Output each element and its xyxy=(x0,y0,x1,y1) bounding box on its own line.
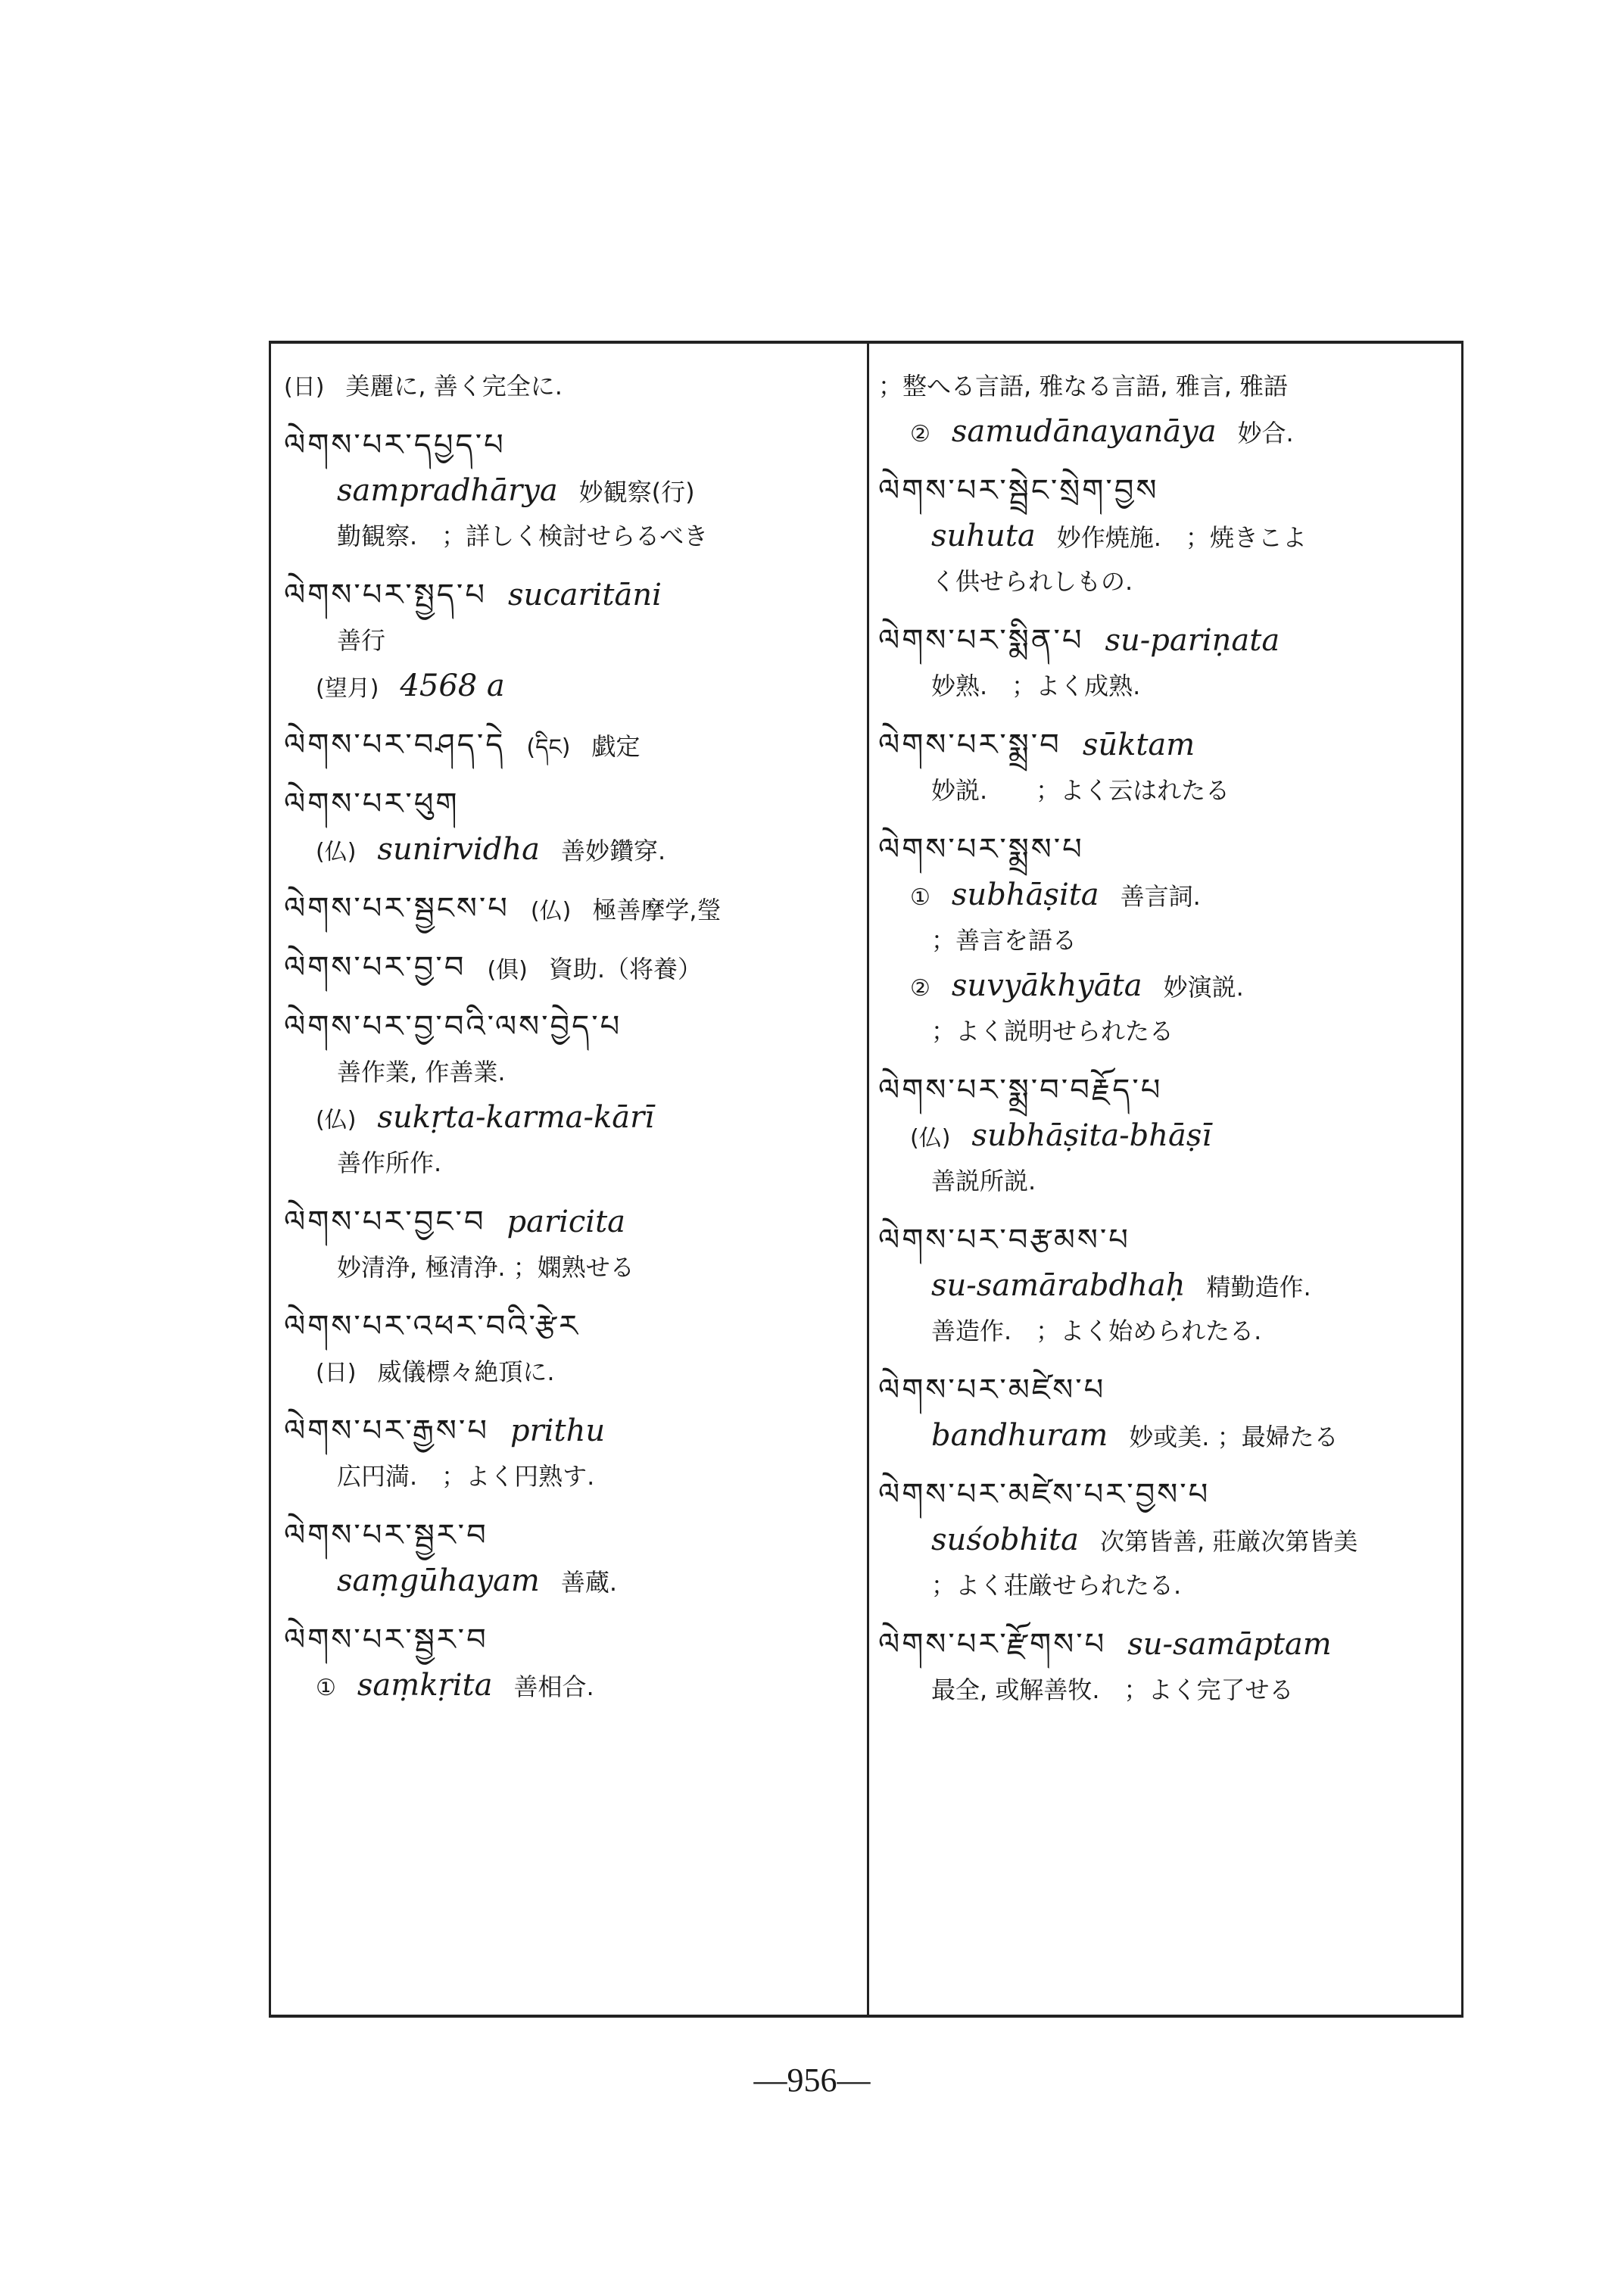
entry-line xyxy=(284,1140,863,1186)
entry-line xyxy=(284,468,863,513)
tibetan-headword: ལེགས་པར་སྤྱད་པ xyxy=(284,578,487,612)
japanese-gloss: 妙或美. ；最婦たる xyxy=(1129,1423,1339,1451)
sanskrit-equivalent: bandhuram xyxy=(931,1418,1108,1453)
source-tag: (仏) xyxy=(530,898,572,924)
tibetan-headword: ལེགས་པར་འཕར་བའི་རྩེར xyxy=(284,1309,581,1344)
tibetan-headword: ལེགས་པར་བརྩམས་པ xyxy=(878,1223,1130,1258)
entry-line xyxy=(878,1217,1457,1263)
page-number: —956— xyxy=(753,2062,871,2099)
entry-line xyxy=(878,1622,1457,1667)
entry-line xyxy=(284,886,863,931)
entry-line xyxy=(878,1158,1457,1204)
entry-line xyxy=(878,722,1457,768)
japanese-gloss: 妙観察(行) xyxy=(578,478,695,506)
japanese-gloss: 次第皆善, 莊厳次第皆美 xyxy=(1099,1527,1358,1556)
entry-line xyxy=(284,1199,863,1245)
tibetan-headword: ལེགས་པར་མཛེས་པར་བྱས་པ xyxy=(878,1477,1211,1512)
source-tag: (仏) xyxy=(316,1107,357,1133)
entry-line xyxy=(284,1408,863,1454)
source-tag: (仏) xyxy=(316,839,357,865)
japanese-gloss: ；整へる言語, 雅なる言語, 雅言, 雅語 xyxy=(878,372,1289,401)
dictionary-entry xyxy=(878,1367,1457,1458)
sanskrit-equivalent: sampradhārya xyxy=(337,473,558,508)
sanskrit-equivalent: 4568 a xyxy=(400,669,505,703)
entry-line xyxy=(284,363,863,409)
entry-line xyxy=(878,409,1457,454)
source-tag: (俱) xyxy=(487,957,528,983)
entry-line xyxy=(284,618,863,663)
dictionary-entry xyxy=(878,468,1457,604)
dictionary-entry xyxy=(284,886,863,931)
dictionary-entry xyxy=(284,422,863,559)
japanese-gloss: 妙清浄, 極清浄. ；嫻熟せる xyxy=(337,1253,634,1282)
entry-line xyxy=(284,722,863,768)
japanese-gloss: 妙作焼施. ；焼きこよ xyxy=(1056,523,1307,552)
source-tag: ① xyxy=(910,884,930,911)
japanese-gloss: 妙説. ；よく云はれたる xyxy=(931,776,1230,805)
japanese-gloss: 極善摩学,瑩 xyxy=(592,896,722,924)
tibetan-headword: ལེགས་པར་སྦྱངས་པ xyxy=(284,891,510,926)
dictionary-entry xyxy=(284,1199,863,1290)
source-tag: (仏) xyxy=(910,1125,951,1152)
source-tag: ② xyxy=(910,421,930,447)
tibetan-headword: ལེགས་པར་བྱ་བ xyxy=(284,950,466,985)
tibetan-headword: ལེགས་པར་སྨྲ་བ xyxy=(878,728,1061,762)
entry-line xyxy=(878,663,1457,709)
japanese-gloss: 善妙鑽穿. xyxy=(561,837,666,865)
japanese-gloss: 戯定 xyxy=(591,732,641,761)
sanskrit-equivalent: sukṛta-karma-kārī xyxy=(377,1100,655,1135)
sanskrit-equivalent: sūktam xyxy=(1082,728,1195,762)
dictionary-entry xyxy=(878,618,1457,709)
source-tag: (日) xyxy=(316,1360,357,1386)
entry-line xyxy=(284,1349,863,1395)
dictionary-entry xyxy=(878,363,1457,454)
entry-line xyxy=(878,918,1457,963)
entry-line xyxy=(878,1263,1457,1308)
dictionary-entry xyxy=(284,572,863,709)
entry-line xyxy=(878,559,1457,604)
japanese-gloss: 善作業, 作善業. xyxy=(337,1058,506,1086)
entry-line xyxy=(284,572,863,618)
tibetan-headword: ལེགས་པར་སྦྱར་བ xyxy=(284,1518,488,1553)
source-tag: (望月) xyxy=(316,675,379,702)
japanese-gloss: ；よく説明せられたる xyxy=(931,1017,1174,1046)
sanskrit-equivalent: suhuta xyxy=(931,519,1036,553)
japanese-gloss: 妙演説. xyxy=(1163,973,1244,1002)
column-divider xyxy=(867,344,869,2015)
tibetan-headword: ལེགས་པར་དཔྱད་པ xyxy=(284,428,506,463)
japanese-gloss: 善言詞. xyxy=(1120,882,1201,911)
tibetan-headword: ལེགས་པར་མཛེས་པ xyxy=(878,1373,1106,1407)
entry-line xyxy=(284,781,863,827)
entry-line xyxy=(284,422,863,468)
sanskrit-equivalent: suśobhita xyxy=(931,1523,1079,1557)
source-tag: ① xyxy=(316,1675,336,1701)
japanese-gloss: 資助.（将養） xyxy=(548,955,703,983)
entry-line xyxy=(284,1663,863,1708)
tibetan-headword: ལེགས་པར་ཕུག xyxy=(284,787,460,821)
japanese-gloss: ；善言を語る xyxy=(931,926,1077,955)
source-tag: (日) xyxy=(284,374,325,401)
tibetan-headword: ལེགས་པར་སྨིན་པ xyxy=(878,623,1084,658)
japanese-gloss: く供せられしもの. xyxy=(931,567,1133,596)
dictionary-entry xyxy=(284,1004,863,1186)
entry-line xyxy=(284,1004,863,1049)
entry-line xyxy=(878,1113,1457,1158)
sanskrit-equivalent: suvyākhyāta xyxy=(951,968,1142,1003)
entry-line xyxy=(284,1454,863,1499)
japanese-gloss: 威儀標々絶頂に. xyxy=(377,1357,555,1386)
japanese-gloss: 美麗に, 善く完全に. xyxy=(345,372,563,401)
japanese-gloss: 善相合. xyxy=(513,1672,594,1701)
entry-line xyxy=(878,963,1457,1008)
entry-line xyxy=(878,1413,1457,1458)
dictionary-entry xyxy=(878,1068,1457,1204)
sanskrit-equivalent: su-pariṇata xyxy=(1105,623,1280,658)
tibetan-headword: ལེགས་པར་རྫོགས་པ xyxy=(878,1627,1107,1662)
sanskrit-equivalent: saṃgūhayam xyxy=(337,1563,540,1598)
sanskrit-equivalent: prithu xyxy=(510,1413,606,1448)
dictionary-entry xyxy=(878,1217,1457,1354)
dictionary-entry xyxy=(284,363,863,409)
entry-line xyxy=(878,1367,1457,1413)
japanese-gloss: 勤観察. ；詳しく検討せらるべき xyxy=(337,522,709,550)
dictionary-entry xyxy=(878,1622,1457,1713)
sanskrit-equivalent: samudānayanāya xyxy=(951,414,1217,449)
source-tag: ② xyxy=(910,975,930,1002)
entry-line xyxy=(284,1245,863,1290)
entry-line xyxy=(284,1513,863,1558)
entry-line xyxy=(284,1617,863,1663)
entry-line xyxy=(878,363,1457,409)
entry-line xyxy=(284,513,863,559)
dictionary-entry xyxy=(284,781,863,872)
tibetan-headword: ལེགས་པར་བཤད་དེ xyxy=(284,728,506,762)
tibetan-headword: ལེགས་པར་སྨྲས་པ xyxy=(878,832,1084,867)
sanskrit-equivalent: su-samāptam xyxy=(1127,1627,1332,1662)
entry-line xyxy=(878,1472,1457,1517)
japanese-gloss: 善作所作. xyxy=(337,1149,442,1177)
tibetan-headword: ལེགས་པར་སྦྱར་བ xyxy=(284,1622,488,1657)
dictionary-entry xyxy=(284,1513,863,1604)
entry-line xyxy=(284,663,863,709)
japanese-gloss: 善説所説. xyxy=(931,1167,1036,1195)
dictionary-entry xyxy=(284,722,863,768)
dictionary-entry xyxy=(284,1408,863,1499)
left-column xyxy=(284,363,863,2006)
japanese-gloss: 善造作. ；よく始められたる. xyxy=(931,1317,1262,1345)
entry-line xyxy=(878,618,1457,663)
dictionary-entry xyxy=(878,722,1457,813)
sanskrit-equivalent: paricita xyxy=(507,1205,626,1239)
entry-line xyxy=(284,1304,863,1349)
tibetan-headword: ལེགས་པར་རྒྱས་པ xyxy=(284,1413,489,1448)
dictionary-entry xyxy=(284,1617,863,1708)
entry-line xyxy=(878,1068,1457,1113)
entry-line xyxy=(878,1563,1457,1608)
sanskrit-equivalent: saṃkṛita xyxy=(357,1668,493,1703)
sanskrit-equivalent: subhāṣita-bhāṣī xyxy=(971,1118,1212,1153)
japanese-gloss: 広円満. ；よく円熟す. xyxy=(337,1462,595,1491)
japanese-gloss: 善蔵. xyxy=(560,1568,618,1597)
source-tag: (དིང) xyxy=(526,734,571,761)
japanese-gloss: 善行 xyxy=(337,626,386,655)
entry-line xyxy=(284,1049,863,1095)
japanese-gloss: 最全, 或解善牧. ；よく完了せる xyxy=(931,1675,1294,1704)
entry-line xyxy=(878,1517,1457,1563)
tibetan-headword: ལེགས་པར་སྨྲ་བ་བརྗོད་པ xyxy=(878,1073,1163,1108)
tibetan-headword: ལེགས་པར་བྱང་བ xyxy=(284,1205,486,1239)
entry-line xyxy=(878,468,1457,513)
sanskrit-equivalent: sunirvidha xyxy=(377,832,540,867)
right-column xyxy=(878,363,1457,2006)
entry-line xyxy=(878,1667,1457,1713)
sanskrit-equivalent: subhāṣita xyxy=(951,877,1099,912)
dictionary-entry xyxy=(878,1472,1457,1608)
entry-line xyxy=(878,872,1457,918)
tibetan-headword: ལེགས་པར་བྱ་བའི་ལས་བྱེད་པ xyxy=(284,1009,622,1044)
japanese-gloss: 妙合. xyxy=(1237,419,1294,447)
japanese-gloss: 精勤造作. xyxy=(1206,1273,1311,1301)
dictionary-entry xyxy=(878,827,1457,1054)
tibetan-headword: ལེགས་པར་སྦྲེང་སྲེག་བྱས xyxy=(878,473,1159,508)
entry-line xyxy=(284,827,863,872)
entry-line xyxy=(284,1558,863,1604)
entry-line xyxy=(284,1095,863,1140)
entry-line xyxy=(878,1308,1457,1354)
entry-line xyxy=(878,768,1457,813)
entry-line xyxy=(284,945,863,990)
sanskrit-equivalent: su-samārabdhaḥ xyxy=(931,1268,1186,1303)
entry-line xyxy=(878,513,1457,559)
dictionary-entry xyxy=(284,945,863,990)
entry-line xyxy=(878,827,1457,872)
sanskrit-equivalent: sucaritāni xyxy=(507,578,662,612)
entry-line xyxy=(878,1008,1457,1054)
japanese-gloss: 妙熟. ；よく成熟. xyxy=(931,672,1141,700)
dictionary-entry xyxy=(284,1304,863,1395)
japanese-gloss: ；よく荘厳せられたる. xyxy=(931,1571,1182,1600)
